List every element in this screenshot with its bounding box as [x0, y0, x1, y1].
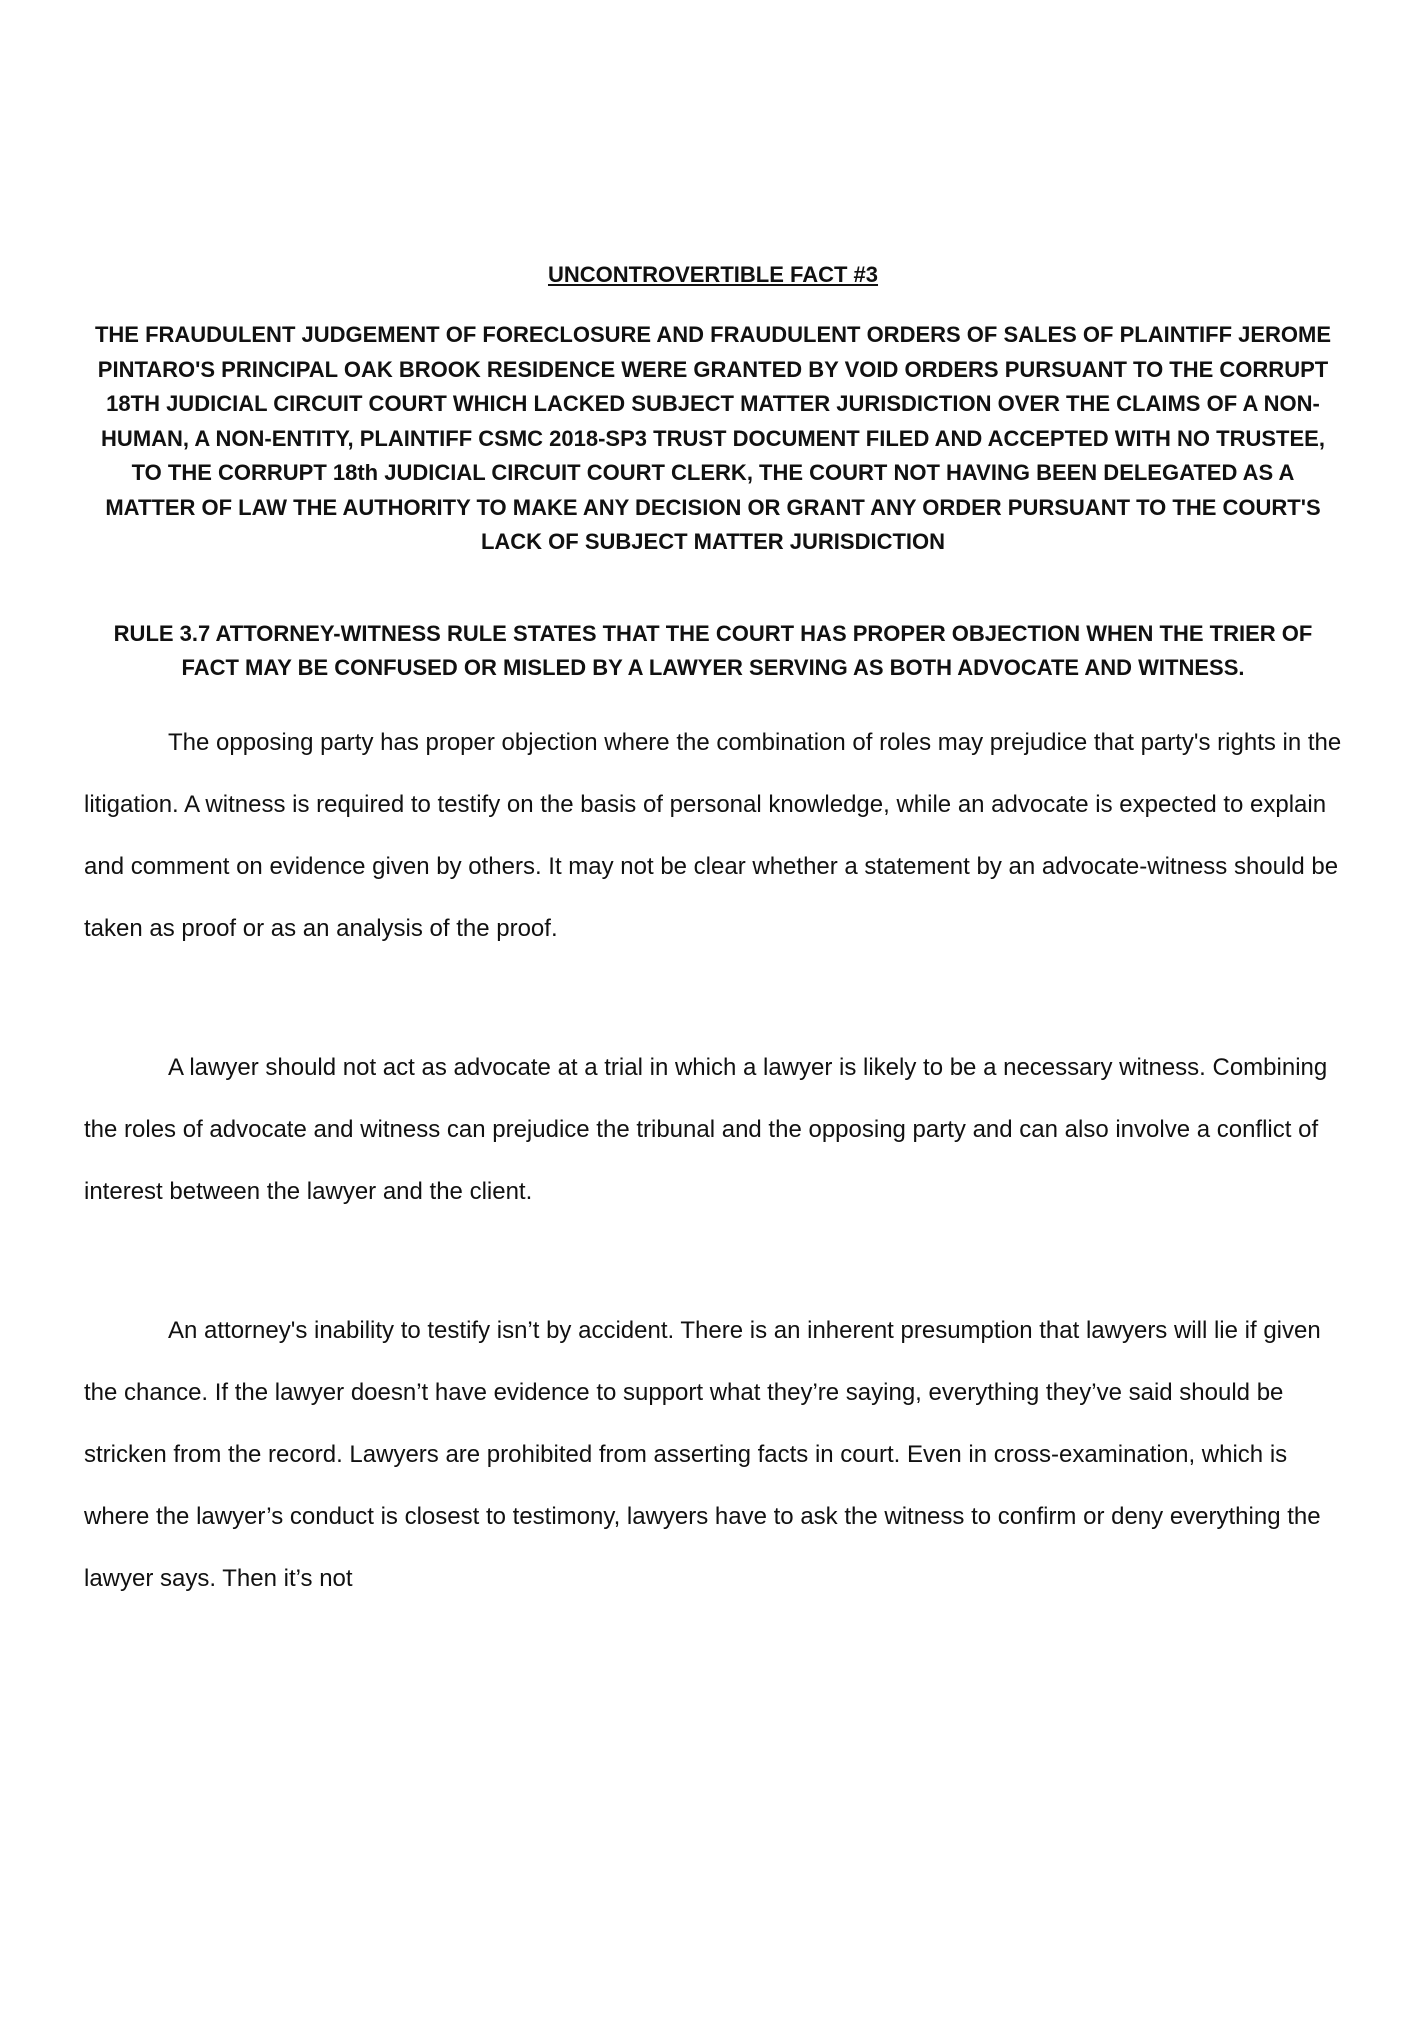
- bold-statement-jurisdiction: THE FRAUDULENT JUDGEMENT OF FORECLOSURE AND FRAUDULENT ORDERS OF SALES OF PLAINTIFF JEROME PINTARO'S PRINCIPAL OAK BROOK RESIDENCE WERE GRANTED BY VOID ORDERS PURSUANT TO THE CORRUPT 18TH JUDICIAL CIRCUIT COURT WHICH LACKED SUBJECT MATTER JURISDICTION OVER THE CLAIMS OF A NON-HUMAN, A NON-ENTITY, PLAINTIFF CSMC 2018-SP3 TRUST DOCUMENT FILED AND ACCEPTED WITH NO TRUSTEE, TO THE CORRUPT 18th JUDICIAL CIRCUIT COURT CLERK, THE COURT NOT HAVING BEEN DELEGATED AS A MATTER OF LAW THE AUTHORITY TO MAKE ANY DECISION OR GRANT ANY ORDER PURSUANT TO THE COURT'S LACK OF SUBJECT MATTER JURISDICTION: [94, 322, 1332, 554]
- section-heading: UNCONTROVERTIBLE FACT #3: [547, 262, 879, 287]
- body-paragraph-1: The opposing party has proper objection where the combination of roles may prejudice that party's rights in the litigation. A witness is required to testify on the basis of personal knowledge, while an advocate is expected to explain and comment on evidence given by others. It may not be clear whether a statement by an advocate-witness should be taken as proof or as an analysis of the proof.: [84, 728, 1342, 942]
- bold-statement-rule-3-7: RULE 3.7 ATTORNEY-WITNESS RULE STATES THAT THE COURT HAS PROPER OBJECTION WHEN THE TRIER OF FACT MAY BE CONFUSED OR MISLED BY A LAWYER SERVING AS BOTH ADVOCATE AND WITNESS.: [113, 620, 1313, 680]
- body-paragraph-2: A lawyer should not act as advocate at a trial in which a lawyer is likely to be a necessary witness. Combining the roles of advocate and witness can prejudice the tribunal and the opposing party and can also involve a conflict of interest between the lawyer and the client.: [84, 1053, 1328, 1205]
- document-body: [84, 258, 1342, 1610]
- body-paragraph-3: An attorney's inability to testify isn’t by accident. There is an inherent presumption that lawyers will lie if given the chance. If the lawyer doesn’t have evidence to support what they’re saying, everything they’ve said should be stricken from the record. Lawyers are prohibited from asserting facts in court. Even in cross-examination, which is where the lawyer’s conduct is closest to testimony, lawyers have to ask the witness to confirm or deny everything the lawyer says. Then it’s not: [84, 1316, 1321, 1592]
